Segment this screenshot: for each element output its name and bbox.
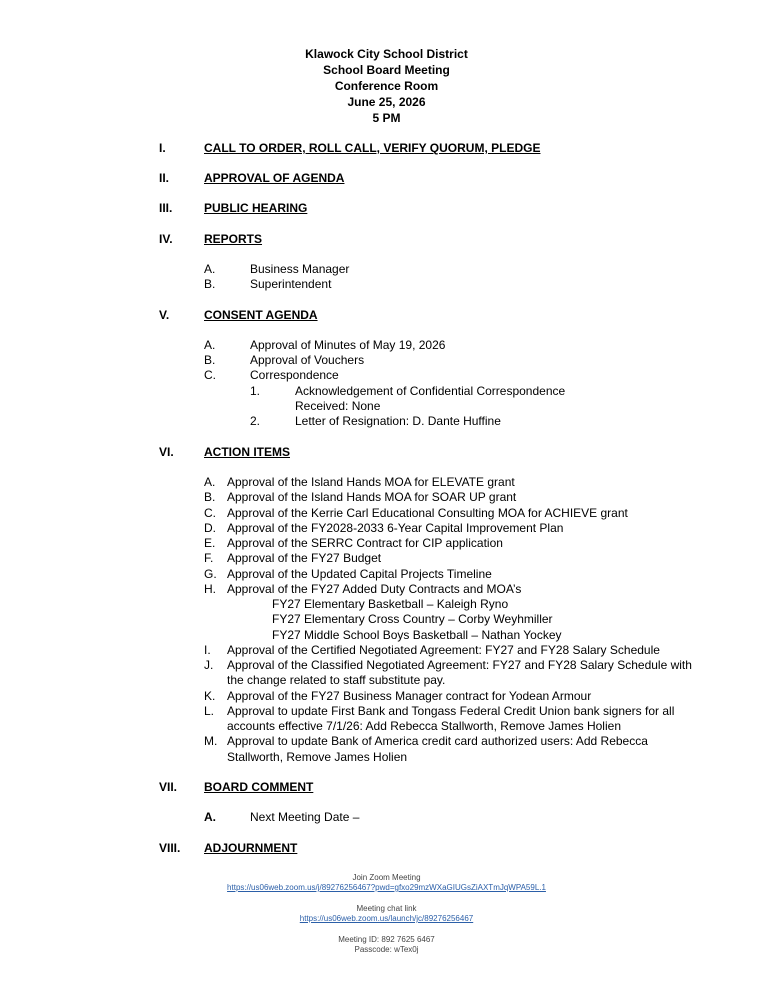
list-item-letter: B. — [204, 277, 216, 291]
sub-item-number: 2. — [250, 414, 261, 428]
action-item: Approval of the FY27 Business Manager contract for Yodean Armour — [227, 689, 592, 703]
action-item: Approval of the FY27 Added Duty Contracts and MOA’s — [227, 582, 522, 596]
section-title-adjournment: ADJOURNMENT — [204, 841, 298, 855]
list-item: Business Manager — [250, 262, 350, 276]
zoom-label: Join Zoom Meeting — [352, 873, 421, 882]
duty-contract-item: FY27 Elementary Cross Country – Corby Weyhmiller — [272, 612, 553, 626]
action-item-letter: C. — [204, 506, 216, 520]
section-number-6: VI. — [159, 445, 174, 459]
list-item-letter: B. — [204, 353, 216, 367]
action-item-letter: H. — [204, 582, 216, 596]
list-item-letter: C. — [204, 368, 216, 382]
document-header — [0, 46, 773, 126]
section-title-approval-of-agenda: APPROVAL OF AGENDA — [204, 171, 345, 185]
sub-item: Letter of Resignation: D. Dante Huffine — [295, 414, 501, 428]
action-item-letter: A. — [204, 475, 216, 489]
meeting-date: June 25, 2026 — [347, 95, 426, 109]
zoom-link-row — [0, 883, 773, 892]
action-item-letter: G. — [204, 567, 217, 581]
action-item: Approval of the SERRC Contract for CIP application — [227, 536, 503, 550]
section-title-call-to-order: CALL TO ORDER, ROLL CALL, VERIFY QUORUM, PLEDGE — [204, 141, 541, 155]
action-item-letter: D. — [204, 521, 216, 535]
action-item: Approval of the FY27 Budget — [227, 551, 382, 565]
section-title-consent-agenda: CONSENT AGENDA — [204, 308, 318, 322]
action-item: Approval of the Certified Negotiated Agreement: FY27 and FY28 Salary Schedule — [227, 643, 660, 657]
section-number-7: VII. — [159, 780, 178, 794]
action-item-continuation: Stallworth, Remove James Holien — [227, 750, 408, 764]
action-item: Approval of the Classified Negotiated Agreement: FY27 and FY28 Salary Schedule with — [227, 658, 692, 672]
list-item-letter: A. — [204, 262, 216, 276]
section-number-2: II. — [159, 171, 170, 185]
meeting-time: 5 PM — [372, 111, 401, 125]
list-item: Correspondence — [250, 368, 339, 382]
sub-item-number: 1. — [250, 384, 261, 398]
action-item: Approval of the Island Hands MOA for SOAR UP grant — [227, 490, 517, 504]
list-item: Superintendent — [250, 277, 332, 291]
section-number-5: V. — [159, 308, 170, 322]
section-number-1: I. — [159, 141, 166, 155]
action-item-continuation: accounts effective 7/1/26: Add Rebecca Stallworth, Remove James Holien — [227, 719, 621, 733]
list-item-letter: A. — [204, 810, 216, 824]
district-name: Klawock City School District — [305, 47, 468, 61]
action-item-letter: B. — [204, 490, 216, 504]
sub-item-continuation: Received: None — [295, 399, 381, 413]
action-item-letter: E. — [204, 536, 216, 550]
meeting-location: Conference Room — [334, 79, 439, 93]
action-item-letter: M. — [204, 734, 218, 748]
action-item-letter: J. — [204, 658, 214, 672]
list-item: Next Meeting Date – — [250, 810, 360, 824]
list-item: Approval of Minutes of May 19, 2026 — [250, 338, 446, 352]
list-item: Approval of Vouchers — [250, 353, 365, 367]
section-title-board-comment: BOARD COMMENT — [204, 780, 314, 794]
section-number-3: III. — [159, 201, 173, 215]
duty-contract-item: FY27 Elementary Basketball – Kaleigh Ryno — [272, 597, 509, 611]
section-number-4: IV. — [159, 232, 173, 246]
meeting-name: School Board Meeting — [323, 63, 450, 77]
zoom-meeting-link[interactable]: https://us06web.zoom.us/j/89276256467?pwd=gfxo29mzWXaGIUGsZiAXTmJqWPA59L.1 — [227, 883, 546, 892]
action-item: Approval of the Island Hands MOA for ELEVATE grant — [227, 475, 515, 489]
action-item-letter: K. — [204, 689, 216, 703]
action-item: Approval to update First Bank and Tongass Federal Credit Union bank signers for all — [227, 704, 675, 718]
section-title-action-items: ACTION ITEMS — [204, 445, 290, 459]
sub-item: Acknowledgement of Confidential Correspondence — [295, 384, 566, 398]
chat-label: Meeting chat link — [356, 904, 417, 913]
action-item: Approval to update Bank of America credit card authorized users: Add Rebecca — [227, 734, 648, 748]
action-item: Approval of the Kerrie Carl Educational Consulting MOA for ACHIEVE grant — [227, 506, 628, 520]
action-item-letter: L. — [204, 704, 215, 718]
section-title-public-hearing: PUBLIC HEARING — [204, 201, 308, 215]
action-item: Approval of the Updated Capital Projects Timeline — [227, 567, 492, 581]
duty-contract-item: FY27 Middle School Boys Basketball – Nathan Yockey — [272, 628, 562, 642]
action-item: Approval of the FY2028-2033 6-Year Capital Improvement Plan — [227, 521, 564, 535]
list-item-letter: A. — [204, 338, 216, 352]
meeting-id: Meeting ID: 892 7625 6467 — [338, 935, 435, 944]
section-number-8: VIII. — [159, 841, 181, 855]
action-item-letter: F. — [204, 551, 214, 565]
chat-link-row — [0, 914, 773, 923]
meeting-chat-link[interactable]: https://us06web.zoom.us/launch/jc/89276256467 — [299, 914, 474, 923]
section-title-reports: REPORTS — [204, 232, 263, 246]
action-item-letter: I. — [204, 643, 211, 657]
action-item-continuation: the change related to staff substitute pay. — [227, 673, 446, 687]
passcode: Passcode: wTex0j — [354, 945, 419, 954]
